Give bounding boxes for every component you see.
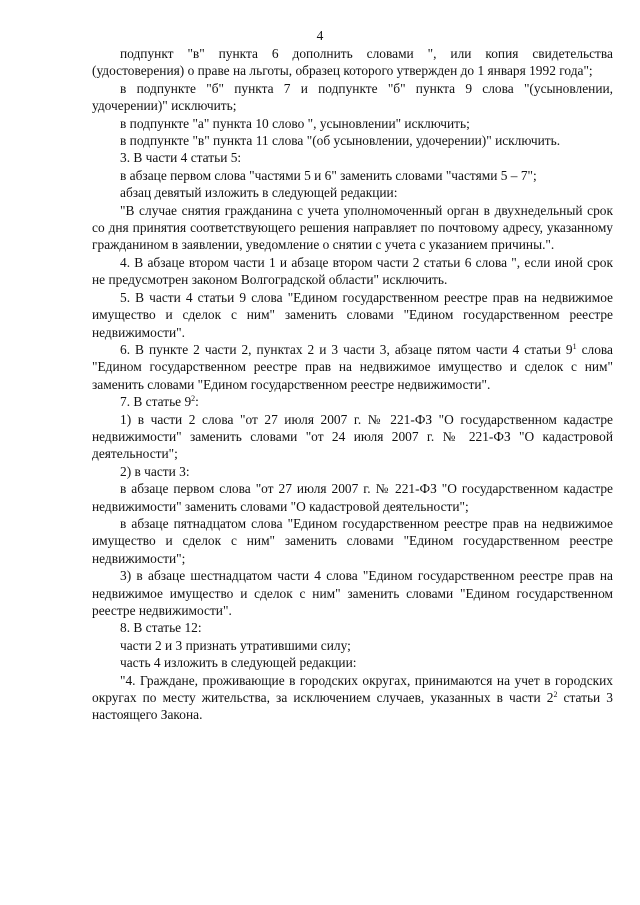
superscript: 2: [553, 690, 558, 700]
paragraph-item-7-2-fifteenth: в абзаце пятнадцатом слова "Едином государственном реестре прав на недвижимое имущество и сделок с ним" заменить словами "Едином государственном реестре недвижимости";: [92, 515, 613, 566]
paragraph-item-8: 8. В статье 12:: [120, 620, 202, 636]
paragraph-item-7-text-b: :: [195, 394, 199, 410]
paragraph-item-6-text-a: 6. В пункте 2 части 2, пунктах 2 и 3 части 3, абзаце пятом части 4 статьи 9: [120, 341, 573, 357]
paragraph-item-7-1: 1) в части 2 слова "от 27 июля 2007 г. № 221-ФЗ "О государственном кадастре недвижимости" заменить словами "от 24 июля 2007 г. № 221-ФЗ "О кадастровой деятельности";: [92, 411, 613, 462]
paragraph-item-3-quote: "В случае снятия гражданина с учета уполномоченный орган в двухнедельный срок со дня принятия соответствующего решения направляет по почтовому адресу, указанному гражданином в заявлении, уведомление о снятии с учета с указанием причины.".: [92, 202, 613, 253]
paragraph-item-7-3: 3) в абзаце шестнадцатом части 4 слова "Едином государственном реестре прав на недвижимое имущество и сделок с ним" заменить словами "Едином государственном реестре недвижимости".: [92, 568, 613, 618]
paragraph-item-7: [92, 393, 613, 410]
paragraph-item-7-2-first: в абзаце первом слова "от 27 июля 2007 г. № 221-ФЗ "О государственном кадастре недвижимости" заменить словами "О кадастровой деятельности";: [92, 481, 613, 514]
paragraph-item-6-text-b: слова "Едином государственном реестре прав на недвижимое имущество и сделок с ним" заменить словами "Едином государственном реестре недвижимости".: [92, 341, 613, 392]
paragraph-item-4: 4. В абзаце втором части 1 и абзаце втором части 2 статьи 6 слова ", если иной срок не предусмотрен законом Волгоградской области" исключить.: [92, 254, 613, 288]
paragraph-item-7-2: 2) в части 3:: [120, 463, 190, 479]
paragraph-item-8-parts: части 2 и 3 признать утратившими силу;: [120, 637, 351, 653]
document-body: [92, 45, 613, 724]
superscript: 1: [572, 341, 577, 351]
paragraph-amend-10a: в подпункте "а" пункта 10 слово ", усыновлении" исключить;: [120, 115, 470, 131]
paragraph-item-5: 5. В части 4 статьи 9 слова "Едином государственном реестре прав на недвижимое имущество и сделок с ним" заменить словами "Едином государственном реестре недвижимости".: [92, 289, 613, 340]
paragraph-item-8-quote: [92, 672, 613, 724]
paragraph-amend-11v: в подпункте "в" пункта 11 слова "(об усыновлении, удочерении)" исключить.: [120, 133, 561, 149]
paragraph-item-8-part4: часть 4 изложить в следующей редакции:: [120, 655, 357, 671]
paragraph-item-3-first: в абзаце первом слова "частями 5 и 6" заменить словами "частями 5 – 7";: [120, 167, 537, 183]
paragraph-item-7-text-a: 7. В статье 9: [120, 394, 192, 410]
paragraph-amend-7b-9b: в подпункте "б" пункта 7 и подпункте "б" пункта 9 слова "(усыновлении, удочерении)" исключить;: [92, 80, 613, 114]
page-number: 4: [316, 28, 324, 43]
paragraph-item-8-quote-text-a: "4. Граждане, проживающие в городских округах, принимаются на учет в городских округах по месту жительства, за исключением случаев, указанных в части 2: [92, 672, 613, 706]
paragraph-item-8-quote-text-b: статьи 3 настоящего Закона.: [92, 690, 613, 723]
paragraph-item-3-ninth: абзац девятый изложить в следующей редакции:: [120, 185, 398, 201]
paragraph-amend-6v: подпункт "в" пункта 6 дополнить словами ", или копия свидетельства (удостоверения) о праве на льготы, образец которого утвержден до 1 января 1992 года";: [92, 46, 613, 79]
paragraph-item-6: [92, 341, 613, 393]
superscript: 2: [191, 394, 196, 404]
paragraph-item-3: 3. В части 4 статьи 5:: [120, 150, 242, 166]
